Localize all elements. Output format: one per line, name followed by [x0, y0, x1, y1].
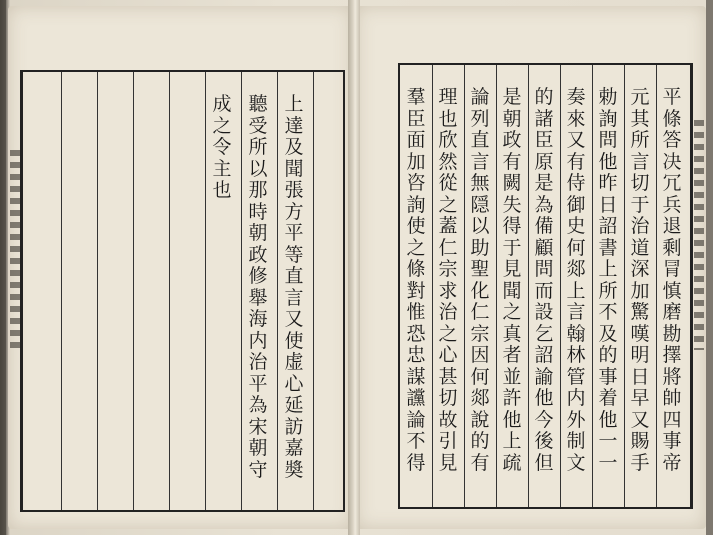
text-character: 昨: [598, 172, 618, 194]
column-rule: [496, 65, 497, 507]
text-character: 嘉: [284, 437, 304, 459]
text-character: 平: [284, 222, 304, 244]
text-character: 見: [502, 258, 522, 280]
text-character: 羣: [406, 86, 426, 108]
text-character: 何: [566, 236, 586, 259]
text-character: 見: [438, 451, 458, 474]
text-character: 顧: [534, 236, 554, 259]
text-column: [403, 87, 429, 474]
text-character: 着: [598, 387, 618, 409]
text-character: 帝: [662, 451, 682, 474]
text-character: 言: [630, 150, 650, 173]
text-character: 謀: [406, 365, 426, 388]
text-character: 臣: [406, 107, 426, 130]
fishtail-ornament: [694, 120, 704, 350]
text-character: 奏: [566, 86, 586, 108]
text-character: 政: [248, 243, 268, 266]
text-character: 有: [502, 150, 522, 173]
text-column: [563, 87, 589, 474]
text-character: 冐: [662, 258, 682, 280]
text-character: 原: [534, 150, 554, 173]
text-character: 乞: [534, 322, 554, 345]
column-rule: [97, 72, 98, 510]
text-character: 之: [406, 236, 426, 259]
text-character: 使: [406, 215, 426, 237]
text-character: 他: [598, 150, 618, 173]
text-character: 上: [502, 430, 522, 452]
text-character: 深: [630, 258, 650, 280]
text-character: 切: [438, 387, 458, 409]
text-character: 慎: [662, 279, 682, 302]
text-character: 有: [470, 451, 490, 474]
text-character: 聞: [284, 157, 304, 180]
text-character: 内: [566, 387, 586, 409]
text-character: 事: [662, 430, 682, 452]
text-character: 理: [438, 86, 458, 108]
text-character: 明: [630, 344, 650, 366]
text-character: 將: [662, 365, 682, 388]
column-rule: [560, 65, 561, 507]
text-character: 許: [502, 387, 522, 409]
text-character: 擇: [662, 344, 682, 366]
column-rule: [169, 72, 170, 510]
text-character: 剩: [662, 236, 682, 259]
text-character: 管: [566, 365, 586, 388]
text-character: 加: [406, 150, 426, 173]
text-character: 其: [630, 107, 650, 130]
text-character: 問: [534, 258, 554, 280]
column-rule: [464, 65, 465, 507]
right-text-frame: [398, 63, 693, 509]
text-column: [499, 87, 525, 474]
text-character: 面: [406, 129, 426, 151]
text-character: 失: [502, 193, 522, 216]
text-character: 治: [438, 301, 458, 323]
text-character: 詔: [534, 344, 554, 366]
text-character: 翰: [566, 322, 586, 345]
text-character: 讜: [406, 387, 426, 409]
text-character: 朝: [248, 222, 268, 244]
text-column: [281, 94, 307, 481]
text-character: 及: [284, 136, 304, 158]
text-character: 咨: [406, 172, 426, 194]
text-character: 恐: [406, 322, 426, 345]
text-character: 化: [470, 279, 490, 302]
text-character: 以: [248, 157, 268, 180]
text-character: 設: [534, 301, 554, 323]
text-character: 欣: [438, 129, 458, 151]
text-character: 舉: [248, 286, 268, 309]
text-character: 然: [438, 150, 458, 173]
text-character: 直: [284, 265, 304, 287]
text-character: 文: [566, 451, 586, 474]
text-character: 後: [534, 430, 554, 452]
text-character: 得: [406, 451, 426, 474]
text-character: 林: [566, 344, 586, 366]
text-character: 的: [598, 344, 618, 366]
text-character: 驚: [630, 301, 650, 323]
text-character: 心: [284, 372, 304, 395]
text-character: 内: [248, 329, 268, 352]
text-character: 不: [406, 430, 426, 452]
text-character: 御: [566, 193, 586, 216]
text-character: 也: [212, 179, 232, 201]
text-character: 海: [248, 308, 268, 330]
text-character: 是: [534, 172, 554, 194]
text-character: 條: [662, 107, 682, 130]
text-character: 早: [630, 387, 650, 409]
text-character: 並: [502, 365, 522, 388]
text-character: 問: [598, 129, 618, 151]
column-rule: [432, 65, 433, 507]
text-character: 主: [212, 157, 232, 180]
text-character: 不: [598, 301, 618, 323]
text-character: 條: [406, 258, 426, 280]
text-character: 臣: [534, 129, 554, 151]
text-character: 引: [438, 430, 458, 452]
text-character: 又: [284, 308, 304, 330]
text-character: 直: [470, 129, 490, 151]
text-character: 助: [470, 236, 490, 259]
text-character: 郯: [566, 258, 586, 280]
text-character: 方: [284, 200, 304, 223]
text-character: 所: [598, 279, 618, 302]
text-character: 手: [630, 451, 650, 474]
text-character: 隠: [470, 193, 490, 216]
text-character: 因: [470, 344, 490, 366]
text-character: 得: [502, 215, 522, 237]
text-character: 他: [534, 387, 554, 409]
text-character: 嘆: [630, 322, 650, 345]
text-character: 仁: [438, 236, 458, 259]
text-character: 使: [284, 329, 304, 352]
text-character: 那: [248, 179, 268, 201]
text-character: 日: [630, 365, 650, 388]
text-character: 宗: [470, 322, 490, 345]
text-character: 勅: [598, 86, 618, 108]
text-character: 答: [662, 129, 682, 151]
text-character: 備: [534, 215, 554, 237]
text-column: [245, 94, 271, 481]
text-character: 從: [438, 172, 458, 194]
text-character: 郯: [470, 387, 490, 409]
text-character: 蓋: [438, 215, 458, 237]
text-character: 一: [598, 451, 618, 474]
text-character: 上: [284, 93, 304, 115]
text-character: 張: [284, 179, 304, 201]
text-character: 磨: [662, 301, 682, 323]
text-character: 訪: [284, 415, 304, 438]
text-character: 冗: [662, 172, 682, 194]
text-character: 道: [630, 236, 650, 259]
text-character: 故: [438, 408, 458, 431]
text-character: 令: [212, 136, 232, 158]
text-character: 的: [470, 430, 490, 452]
text-column: [627, 87, 653, 474]
text-character: 何: [470, 365, 490, 388]
text-character: 延: [284, 394, 304, 416]
text-character: 一: [598, 430, 618, 452]
text-character: 以: [470, 215, 490, 237]
text-character: 平: [662, 86, 682, 108]
column-rule: [528, 65, 529, 507]
text-character: 又: [566, 129, 586, 151]
text-character: 朝: [248, 437, 268, 459]
text-character: 詢: [406, 193, 426, 216]
text-character: 日: [598, 193, 618, 216]
text-character: 之: [438, 322, 458, 345]
text-character: 他: [502, 408, 522, 431]
text-character: 勘: [662, 322, 682, 345]
text-character: 對: [406, 279, 426, 302]
text-character: 等: [284, 243, 304, 266]
text-character: 言: [566, 301, 586, 323]
text-character: 聽: [248, 93, 268, 115]
text-character: 之: [438, 193, 458, 216]
text-character: 外: [566, 408, 586, 431]
column-rule: [61, 72, 62, 510]
text-character: 修: [248, 265, 268, 287]
text-character: 守: [248, 458, 268, 481]
column-rule: [624, 65, 625, 507]
text-character: 他: [598, 408, 618, 431]
text-character: 忠: [406, 344, 426, 366]
text-character: 的: [534, 86, 554, 108]
text-character: 事: [598, 365, 618, 388]
text-character: 上: [566, 279, 586, 302]
text-character: 者: [502, 344, 522, 366]
text-character: 書: [598, 236, 618, 259]
text-character: 平: [248, 372, 268, 395]
text-character: 為: [248, 394, 268, 416]
text-character: 决: [662, 150, 682, 173]
text-character: 治: [248, 351, 268, 373]
text-character: 及: [598, 322, 618, 345]
column-rule: [205, 72, 206, 510]
column-rule: [313, 72, 314, 510]
text-character: 之: [212, 114, 232, 137]
text-character: 侍: [566, 172, 586, 194]
text-character: 詔: [598, 215, 618, 237]
text-character: 受: [248, 114, 268, 137]
text-character: 切: [630, 172, 650, 194]
text-character: 所: [248, 136, 268, 158]
text-column: [595, 87, 621, 474]
text-character: 史: [566, 215, 586, 237]
text-column: [531, 87, 557, 474]
text-character: 帥: [662, 387, 682, 409]
page-edge: [706, 0, 713, 535]
text-character: 言: [284, 286, 304, 309]
text-character: 又: [630, 408, 650, 431]
text-character: 今: [534, 408, 554, 431]
column-rule: [133, 72, 134, 510]
text-character: 仁: [470, 301, 490, 323]
column-rule: [656, 65, 657, 507]
text-column: [209, 94, 235, 202]
text-character: 兵: [662, 193, 682, 216]
text-character: 奬: [284, 458, 304, 481]
text-character: 四: [662, 408, 682, 431]
text-character: 聖: [470, 258, 490, 280]
text-character: 也: [438, 107, 458, 130]
column-rule: [241, 72, 242, 510]
text-column: [467, 87, 493, 474]
text-character: 治: [630, 215, 650, 237]
text-character: 諭: [534, 365, 554, 388]
text-character: 論: [406, 408, 426, 431]
text-character: 論: [470, 86, 490, 108]
text-character: 時: [248, 200, 268, 223]
text-character: 有: [566, 150, 586, 173]
text-character: 宋: [248, 415, 268, 438]
text-character: 成: [212, 93, 232, 115]
text-character: 諸: [534, 107, 554, 130]
text-character: 詢: [598, 107, 618, 130]
text-character: 于: [630, 193, 650, 216]
text-character: 闕: [502, 172, 522, 194]
text-character: 言: [470, 150, 490, 173]
text-character: 疏: [502, 451, 522, 474]
text-character: 為: [534, 193, 554, 216]
left-text-frame: [20, 70, 345, 512]
text-character: 上: [598, 258, 618, 280]
text-character: 是: [502, 86, 522, 108]
text-character: 列: [470, 107, 490, 130]
text-character: 所: [630, 129, 650, 151]
text-character: 于: [502, 236, 522, 259]
text-character: 元: [630, 86, 650, 108]
text-column: [659, 87, 685, 474]
page-edge: [0, 0, 6, 535]
text-character: 惟: [406, 301, 426, 323]
book-gutter: [348, 0, 360, 535]
text-character: 朝: [502, 107, 522, 130]
fishtail-ornament: [10, 150, 20, 350]
text-column: [435, 87, 461, 474]
column-rule: [592, 65, 593, 507]
text-character: 真: [502, 322, 522, 345]
text-character: 聞: [502, 279, 522, 302]
text-character: 無: [470, 172, 490, 194]
text-character: 甚: [438, 365, 458, 388]
text-character: 但: [534, 451, 554, 474]
text-character: 宗: [438, 258, 458, 280]
text-character: 政: [502, 129, 522, 151]
text-character: 之: [502, 301, 522, 323]
text-character: 說: [470, 408, 490, 431]
text-character: 加: [630, 279, 650, 302]
text-character: 來: [566, 107, 586, 130]
text-character: 心: [438, 344, 458, 366]
column-rule: [277, 72, 278, 510]
text-character: 虚: [284, 351, 304, 373]
text-character: 達: [284, 114, 304, 137]
text-character: 而: [534, 279, 554, 302]
text-character: 求: [438, 279, 458, 302]
text-character: 賜: [630, 430, 650, 452]
text-character: 退: [662, 215, 682, 237]
text-character: 制: [566, 430, 586, 452]
